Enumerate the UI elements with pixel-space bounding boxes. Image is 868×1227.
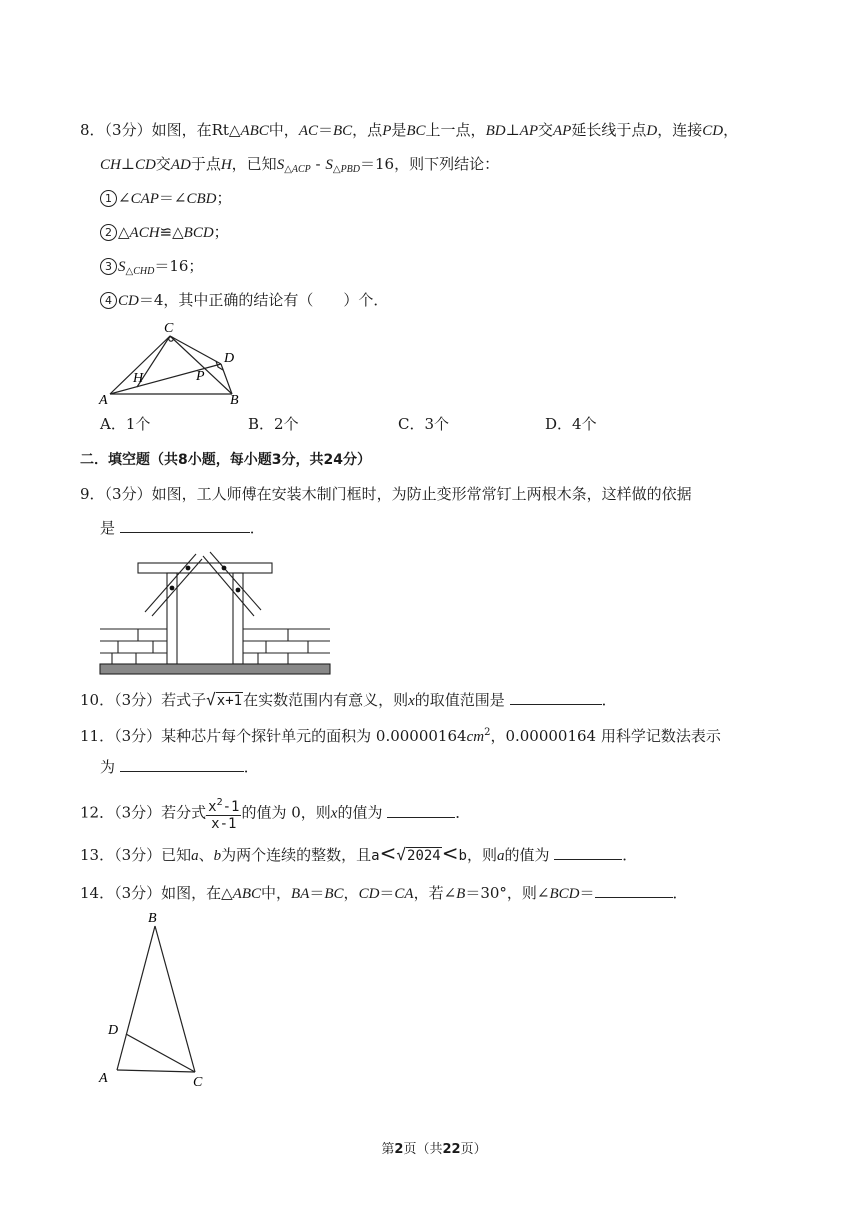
q13-start: 13．（3分）已知: [80, 846, 192, 864]
q12-mid: 的值为 0，则: [241, 803, 331, 822]
q14-abc: ABC: [232, 886, 262, 902]
q10-x: x: [408, 693, 415, 709]
q12-answer-blank[interactable]: [387, 803, 455, 818]
c4-end: ＝4，其中正确的结论有（ ）个．: [138, 291, 389, 309]
q13-mb: b: [458, 848, 467, 864]
q10-radicand: x+1: [216, 693, 243, 709]
q9-line2: [100, 518, 265, 538]
q14-bcd: BCD: [549, 886, 580, 902]
label-p: P: [196, 369, 205, 384]
q14-cd: CD: [358, 886, 380, 902]
q8-bd: BD: [485, 123, 506, 139]
q11-line1-text: 11．（3分）某种芯片每个探针单元的面积为 0.00000164: [80, 727, 467, 745]
c3-end: ＝16；: [154, 257, 204, 275]
q10-mid: 在实数范围内有意义，则: [243, 691, 409, 709]
q8-zhong: 中，: [268, 121, 299, 139]
q8-conclusion-4: [100, 290, 388, 311]
q14-ba: BA: [291, 886, 310, 902]
q8-option-b[interactable]: B．2个: [248, 415, 299, 433]
q13-dot: ．: [622, 846, 638, 864]
q14-if: ，若∠: [413, 884, 457, 902]
q11-line1b: ，0.00000164 用科学记数法表示: [490, 727, 721, 745]
circled-4: 4: [100, 292, 117, 309]
q14-label-d: D: [108, 1023, 119, 1038]
q8-ap: AP: [519, 123, 538, 139]
q8-jiao: 交: [538, 121, 554, 139]
q8-l2-s2: S: [325, 157, 333, 173]
q8-rt: Rt△: [211, 121, 241, 139]
q8-comma: ，: [723, 121, 739, 139]
q13-mid: 为两个连续的整数，且: [221, 846, 372, 864]
circled-2: 2: [100, 224, 117, 241]
q12-num-x: x: [208, 799, 217, 815]
q11-sup: 2: [484, 727, 491, 738]
q9-line1: 9．（3分）如图，工人师傅在安装木制门框时，为防止变形常常钉上两根木条，这样做的依据: [80, 485, 692, 503]
c1-cap: CAP: [130, 191, 159, 207]
q14-b: B: [456, 886, 466, 902]
q11-answer-blank[interactable]: [120, 757, 244, 772]
label-d: D: [224, 351, 235, 366]
q8-l2-minus: -: [310, 155, 326, 173]
q13-lt1: <: [379, 841, 397, 865]
label-c: C: [164, 321, 174, 336]
q12-x: x: [330, 805, 338, 822]
q12-fraction: [206, 795, 241, 832]
q14-eq3: ＝: [579, 884, 595, 902]
q8-ch: CH: [100, 157, 121, 173]
c2-bcd: BCD: [183, 225, 214, 241]
c2-ach: ACH: [129, 225, 160, 241]
q8-option-a[interactable]: A．1个: [100, 415, 151, 433]
c2-cong: ≌△: [159, 223, 184, 241]
label-b: B: [230, 393, 239, 408]
c1-angle: ∠: [118, 189, 131, 207]
q8-conclusion-3: [100, 256, 203, 282]
q13-lt2: <: [441, 841, 459, 865]
q12-line: [80, 795, 470, 832]
q11-line2: [100, 757, 259, 777]
q8-p-text: ，点: [352, 121, 383, 139]
q13-line: [80, 843, 637, 866]
q9-dot: ．: [249, 519, 265, 537]
q14-eq1: ＝: [309, 884, 325, 902]
q10-line: [80, 690, 617, 711]
q14-line: [80, 883, 688, 904]
q12-num-rest: -1: [222, 799, 240, 815]
q10-end: 的取值范围是: [414, 691, 505, 709]
q8-ap2: AP: [553, 123, 572, 139]
q8-option-c[interactable]: C．3个: [398, 415, 450, 433]
q8-l2-sub1: △ACP: [284, 164, 311, 175]
q13-b: b: [213, 848, 222, 864]
footer-mid: 页（共: [403, 1142, 443, 1157]
q8-line2: [100, 154, 499, 180]
q10-sqrt: √x+1: [206, 690, 243, 709]
q10-answer-blank[interactable]: [510, 690, 602, 705]
circled-1: 1: [100, 190, 117, 207]
q8-on-text: 上一点，: [425, 121, 486, 139]
q12-denominator: x-1: [211, 816, 237, 832]
q8-l2-ad: AD: [170, 157, 191, 173]
footer-pre: 第: [381, 1142, 395, 1157]
c1-cbd: CBD: [186, 191, 217, 207]
q8-header: 8．（3分）如图，在: [80, 121, 212, 139]
q12-start: 12．（3分）若分式: [80, 803, 207, 822]
c3-sub: △CHD: [125, 266, 155, 277]
footer-post: 页）: [460, 1142, 487, 1157]
c4-cd: CD: [118, 293, 139, 309]
q11-dot: ．: [243, 758, 259, 776]
footer-total-pages: 22: [442, 1142, 461, 1157]
q8-d: D: [646, 123, 658, 139]
q14-start: 14．（3分）如图，在△: [80, 884, 233, 902]
q8-conclusion-1: [100, 188, 232, 209]
q12-numerator: [206, 795, 241, 816]
q8-bc: BC: [333, 123, 353, 139]
q14-label-a: A: [99, 1071, 108, 1086]
q8-connect: ，连接: [657, 121, 703, 139]
q12-end: 的值为: [337, 803, 383, 822]
footer-page-number: 2: [394, 1142, 404, 1157]
q8-l2-eq: ＝16，则下列结论：: [360, 155, 500, 173]
q8-l2-sub2: △PBD: [332, 164, 361, 175]
q8-perp: ⊥: [505, 121, 520, 139]
q8-l2-s1: S: [276, 157, 285, 173]
q13-a2: a: [496, 848, 505, 864]
section-2-title: 二．填空题（共8小题，每小题3分，共24分）: [80, 452, 371, 468]
q11-unit: cm: [466, 729, 485, 745]
q14-zhong: 中，: [261, 884, 292, 902]
q10-start: 10．（3分）若式子: [80, 691, 207, 709]
q8-l2-yu: 于点: [190, 155, 221, 173]
q14-label-b: B: [148, 911, 157, 926]
c1-eq: ＝∠: [158, 189, 187, 207]
q8-option-d[interactable]: D．4个: [545, 415, 597, 433]
c2-tri: △: [118, 223, 130, 241]
q8-triangle-figure: [95, 318, 255, 408]
q8-eq: ＝: [317, 121, 333, 139]
q8-p: P: [382, 123, 392, 139]
q14-triangle-figure: [95, 906, 215, 1096]
q13-sqrt: √2024: [396, 845, 441, 864]
circled-3: 3: [100, 258, 117, 275]
q13-ma: a: [371, 848, 380, 864]
q8-cd: CD: [702, 123, 724, 139]
q8-bc2: BC: [406, 123, 426, 139]
q8-l2-jiao: 交: [155, 155, 171, 173]
q8-conclusion-2: [100, 222, 229, 243]
q12-num-sup: 2: [216, 797, 223, 808]
q8-ac: AC: [298, 123, 318, 139]
q8-is: 是: [391, 121, 407, 139]
q8-l2-perp: ⊥: [120, 155, 135, 173]
c1-end: ；: [216, 189, 232, 207]
q14-answer-blank[interactable]: [595, 883, 673, 898]
q9-line2-text: 是: [100, 519, 116, 537]
label-a: A: [99, 393, 108, 408]
q13-then: ，则: [466, 846, 497, 864]
q8-ext: 延长线于点: [571, 121, 647, 139]
q14-label-c: C: [193, 1075, 203, 1090]
c3-s: S: [118, 259, 126, 275]
q8-line1: [80, 120, 738, 141]
label-h: H: [133, 371, 144, 386]
q14-dot: ．: [672, 884, 688, 902]
q13-sep: 、: [198, 846, 214, 864]
q10-dot: ．: [601, 691, 617, 709]
q8-l2-cd: CD: [134, 157, 156, 173]
page-footer: [0, 1138, 868, 1157]
q14-eq2: ＝: [379, 884, 395, 902]
q14-deg: ＝30°，则∠: [465, 884, 550, 902]
q12-dot: ．: [455, 803, 471, 822]
q13-a: a: [191, 848, 199, 864]
q14-comma: ，: [343, 884, 359, 902]
q9-answer-blank[interactable]: [120, 518, 250, 533]
q13-end: 的值为: [504, 846, 550, 864]
q8-abc: ABC: [240, 123, 269, 139]
q8-l2-known: ，已知: [231, 155, 277, 173]
q14-ca: CA: [394, 886, 414, 902]
q14-bc: BC: [324, 886, 344, 902]
q9-door-frame-figure: [98, 546, 338, 676]
q8-l2-h: H: [220, 157, 232, 173]
q13-answer-blank[interactable]: [554, 845, 622, 860]
c2-end: ；: [213, 223, 229, 241]
q11-line1: [80, 723, 721, 747]
q11-line2-text: 为: [100, 758, 116, 776]
q13-radicand: 2024: [407, 848, 441, 864]
